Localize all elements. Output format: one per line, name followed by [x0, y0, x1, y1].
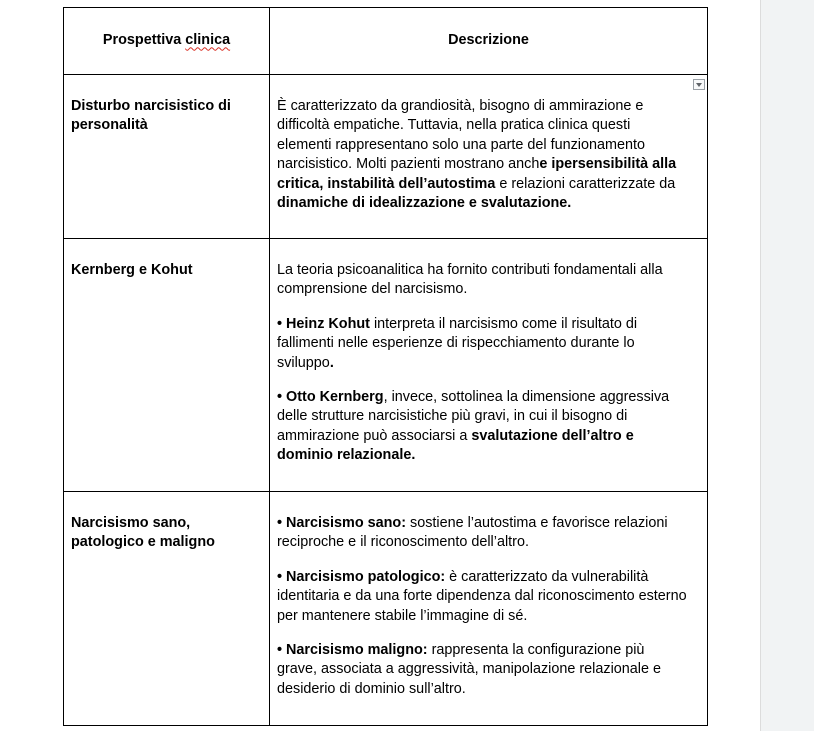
cell-dropdown-icon[interactable]	[693, 79, 705, 90]
header-cell-description[interactable]	[270, 8, 708, 75]
table-header-row	[64, 8, 708, 75]
description-paragraph-maligno: • Narcisismo maligno: rappresenta la configurazione più grave, associata a aggressività, manipolazione relazionale e desiderio di dominio sull’altro.	[277, 642, 661, 697]
description-paragraph: È caratterizzato da grandiosità, bisogno di ammirazione e difficoltà empatiche. Tuttavia, nella pratica clinica questi elementi rappresentano solo una parte del funzionamento narcisistico. Molti pazienti mostrano anche ipersensibilità alla critica, instabilità dell’autostima e relazioni caratterizzate da dinamiche di idealizzazione e svalutazione.	[277, 98, 677, 212]
header-description-text: Descrizione	[448, 32, 529, 49]
description-paragraph-patologico: • Narcisismo patologico: è caratterizzato da vulnerabilità identitaria e da una forte dipendenza dal riconoscimento esterno per mantenere stabile l’immagine di sé.	[277, 568, 687, 624]
description-paragraph-sano: • Narcisismo sano: sostiene l’autostima e favorisce relazioni reciproche e il riconoscimento dell’altro.	[277, 515, 668, 551]
table-row	[64, 492, 708, 726]
description-intro: La teoria psicoanalitica ha fornito contributi fondamentali alla comprensione del narcisismo.	[277, 262, 663, 298]
description-paragraph-kohut: • Heinz Kohut interpreta il narcisismo come il risultato di fallimenti nelle esperienze di rispecchiamento durante lo sviluppo.	[277, 315, 638, 371]
row-description-cell[interactable]	[270, 239, 708, 492]
description-paragraph-kernberg: • Otto Kernberg, invece, sottolinea la dimensione aggressiva delle strutture narcisistiche più gravi, in cui il bisogno di ammirazione può associarsi a svalutazione dell’altro e dominio relazionale.	[277, 389, 670, 464]
row-description-cell[interactable]	[270, 75, 708, 239]
table-row	[64, 239, 708, 492]
row-label: Disturbo narcisistico di personalità	[71, 98, 231, 134]
spellcheck-word[interactable]: clinica	[185, 32, 231, 49]
row-label-cell[interactable]	[64, 492, 270, 726]
row-label-cell[interactable]	[64, 75, 270, 239]
row-label-cell[interactable]	[64, 239, 270, 492]
header-cell-perspective[interactable]	[64, 8, 270, 75]
row-label: Kernberg e Kohut	[71, 262, 193, 278]
page-margin-area	[760, 0, 814, 731]
header-perspective-text: Prospettiva clinica	[102, 32, 231, 49]
row-label: Narcisismo sano, patologico e maligno	[71, 515, 215, 551]
clinical-perspectives-table[interactable]	[63, 7, 708, 726]
table-row	[64, 75, 708, 239]
row-description-cell[interactable]	[270, 492, 708, 726]
